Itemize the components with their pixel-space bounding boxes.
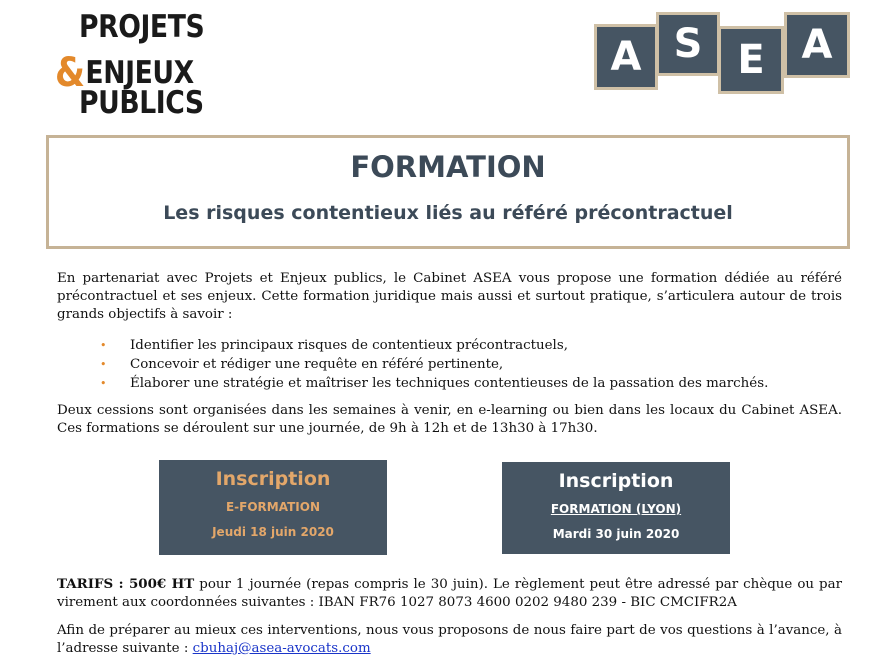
logo-line-projets: PROJETS <box>79 9 205 45</box>
asea-letter-tile: E <box>718 26 784 94</box>
bullet-icon: • <box>100 339 107 352</box>
page-subtitle: Les risques contentieux liés au référé précontractuel <box>163 202 733 224</box>
inscription-type: E-FORMATION <box>225 500 320 514</box>
logo-word-enjeux: ENJEUX <box>85 55 194 91</box>
bullet-icon: • <box>100 358 107 371</box>
contact-text: Afin de préparer au mieux ces interventions, nous vous proposons de nous faire part de vos questions à l’avance, à l’adresse suivante : <box>57 623 842 656</box>
inscription-heading: Inscription <box>215 468 331 490</box>
sessions-paragraph: Deux cessions sont organisées dans les semaines à venir, en e-learning ou bien dans les locaux du Cabinet ASEA. Ces formations se déroulent sur une journée, de 9h à 12h et de 13h30 à 17h30. <box>57 403 842 436</box>
inscription-type[interactable]: FORMATION (LYON) <box>550 502 682 516</box>
logo-line-enjeux <box>55 50 194 96</box>
asea-logo <box>594 10 854 90</box>
list-item <box>100 336 768 355</box>
projets-enjeux-publics-logo <box>55 10 230 120</box>
logo-ampersand: & <box>55 50 85 96</box>
inscription-date: Jeudi 18 juin 2020 <box>212 525 334 539</box>
inscription-date: Mardi 30 juin 2020 <box>552 527 680 541</box>
logo-line-publics: PUBLICS <box>79 85 204 121</box>
objectives-list <box>100 336 768 393</box>
objective-text: Identifier les principaux risques de contentieux précontractuels, <box>130 338 568 353</box>
tarifs-text: pour 1 journée (repas compris le 30 juin). Le règlement peut être adressé par chèque ou par virement aux coordonnées suivantes : IBAN FR76 1027 8073 4600 0202 9480 239 - BIC CMCIFR2A <box>57 577 842 610</box>
asea-letter-tile: A <box>784 12 850 78</box>
contact-paragraph <box>57 622 842 658</box>
tarifs-paragraph <box>57 575 842 612</box>
bullet-icon: • <box>100 377 107 390</box>
page-title: FORMATION <box>350 150 546 184</box>
objective-text: Concevoir et rédiger une requête en référé pertinente, <box>130 357 504 372</box>
inscription-eformation-button[interactable] <box>159 460 387 555</box>
inscription-heading: Inscription <box>558 470 674 492</box>
list-item <box>100 374 768 393</box>
asea-letter-tile: A <box>594 24 658 90</box>
inscription-lyon-button[interactable] <box>502 462 730 554</box>
objective-text: Élaborer une stratégie et maîtriser les techniques contentieuses de la passation des marchés. <box>130 376 769 391</box>
asea-letter-tile: S <box>656 12 720 76</box>
email-link[interactable]: cbuhaj@asea-avocats.com <box>192 641 371 656</box>
list-item <box>100 355 768 374</box>
intro-paragraph: En partenariat avec Projets et Enjeux publics, le Cabinet ASEA vous propose une formation dédiée au référé précontractuel et ses enjeux. Cette formation juridique mais aussi et surtout pratique, s’articulera autour de trois grands objectifs à savoir : <box>57 271 842 322</box>
tarifs-label: TARIFS : 500€ HT <box>57 576 195 592</box>
title-box <box>46 135 850 249</box>
